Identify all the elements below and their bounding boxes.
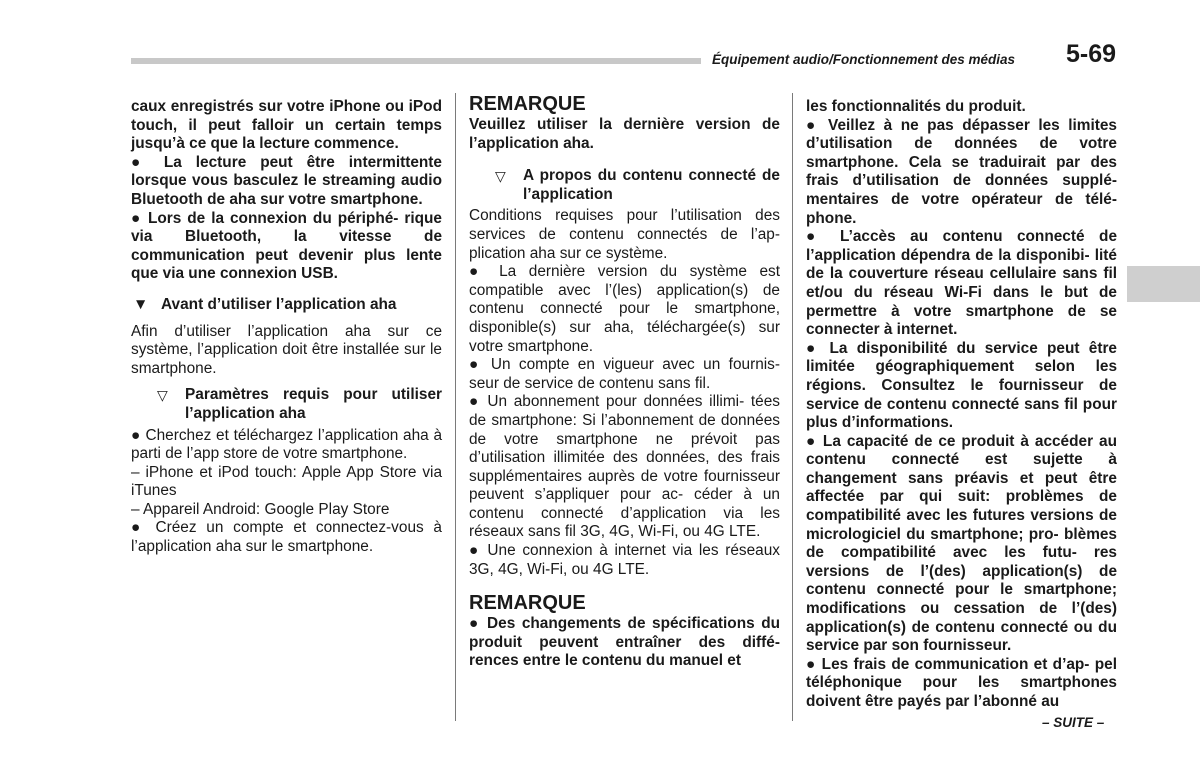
- bullet-item: ● Créez un compte et connectez-vous à l’application aha sur le smartphone.: [131, 519, 442, 556]
- page-number: 5-69: [1066, 40, 1117, 68]
- column-divider: [455, 93, 456, 721]
- bullet-item: ● Un compte en vigueur avec un fournis- seur de service de contenu sans fil.: [469, 356, 780, 392]
- column-divider: [792, 93, 793, 721]
- subsection-heading-text: A propos du contenu connecté de l’application: [523, 167, 780, 203]
- paragraph: Afin d’utiliser l’application aha sur ce système, l’application doit être installée sur le smartphone.: [131, 322, 442, 377]
- bullet-item: ● Un abonnement pour données illimi- tées de smartphone: Si l’abonnement de données de votre smartphone ne prévoit pas d’utilisation illimitée des données, des frais supplémentaires auprès de votre fournisseur peuvent s’appliquer pour ac- céder à un contenu connecté d’application via les réseaux sans fil 3G, 4G, Wi-Fi, ou 4G LTE.: [469, 393, 780, 541]
- dash-item: – iPhone et iPod touch: Apple App Store via iTunes: [131, 463, 442, 500]
- chapter-tab: [1127, 266, 1200, 302]
- triangle-outline-icon: ▽: [157, 387, 168, 404]
- bullet-item: ● La lecture peut être intermittente lorsque vous basculez le streaming audio Bluetooth de aha sur votre smartphone.: [131, 153, 442, 208]
- bullet-item: ● La dernière version du système est compatible avec l’(les) application(s) de contenu connecté pour le smartphone, disponible(s) sur aha, téléchargée(s) sur votre smartphone.: [469, 263, 780, 355]
- bullet-item: ● Lors de la connexion du périphé- rique via Bluetooth, la vitesse de communication peut devenir plus lente que via une connexion USB.: [131, 209, 442, 283]
- section-heading-text: Avant d’utiliser l’application aha: [161, 295, 397, 313]
- remark-text: ● Des changements de spécifications du produit peuvent entraîner des diffé- rences entre le contenu du manuel et: [469, 615, 780, 670]
- bullet-item: ● Les frais de communication et d’ap- pel téléphonique pour les smartphones doivent être payés par l’abonné au: [806, 655, 1117, 710]
- header-rule: [131, 58, 701, 64]
- paragraph: caux enregistrés sur votre iPhone ou iPod touch, il peut falloir un certain temps jusqu’à ce que la lecture commence.: [131, 98, 442, 153]
- paragraph: les fonctionnalités du produit.: [806, 98, 1026, 115]
- remark-heading: REMARQUE: [469, 93, 586, 115]
- column-left: [131, 98, 442, 557]
- bullet-item: ● Veillez à ne pas dépasser les limites d’utilisation de données de votre smartphone. Cela se traduirait par des frais d’utilisation de données supplé- mentaires de votre opérateur de télé- phone.: [806, 116, 1117, 227]
- bullet-item: ● L’accès au contenu connecté de l’application dépendra de la disponibi- lité de la couverture réseau cellulaire sans fil et/ou du réseau Wi-Fi dans le but de permettre à votre smartphone de se connecter à internet.: [806, 228, 1117, 339]
- dash-item: – Appareil Android: Google Play Store: [131, 500, 390, 518]
- bullet-item: ● La capacité de ce produit à accéder au contenu connecté est sujette à changement sans préavis et peut être affectée par qui suit: problèmes de compatibilité avec les futures versions de micrologiciel du smartphone; pro- blèmes de compatibilité avec les futu- res versions de l’(des) application(s) de contenu connecté pour le smartphone; modifications ou cessation de l’(des) application(s) de contenu connecté ou du service par son fournisseur.: [806, 432, 1117, 655]
- triangle-down-icon: ▼: [133, 295, 149, 313]
- triangle-outline-icon: ▽: [495, 168, 506, 185]
- remark-text: Veuillez utiliser la dernière version de l’application aha.: [469, 116, 780, 152]
- subsection-heading: [157, 386, 442, 423]
- paragraph: Conditions requises pour l’utilisation des services de contenu connectés de l’ap- plication aha sur ce système.: [469, 207, 780, 262]
- continued-label: – SUITE –: [1042, 715, 1105, 730]
- subsection-heading: [495, 167, 780, 204]
- bullet-item: ● Une connexion à internet via les réseaux 3G, 4G, Wi-Fi, ou 4G LTE.: [469, 542, 780, 578]
- section-heading: [131, 296, 442, 315]
- section-title: Équipement audio/Fonctionnement des médias: [712, 52, 1016, 67]
- remark-heading: REMARQUE: [469, 592, 586, 615]
- column-right: [806, 98, 1117, 712]
- subsection-heading-text: Paramètres requis pour utiliser l’application aha: [185, 386, 442, 422]
- bullet-item: ● La disponibilité du service peut être limitée géographiquement selon les régions. Consultez le fournisseur de service de contenu connecté sans fil pour plus d’informations.: [806, 339, 1117, 432]
- bullet-item: ● Cherchez et téléchargez l’application aha à parti de l’app store de votre smartphone.: [131, 426, 442, 463]
- column-middle: [469, 92, 780, 671]
